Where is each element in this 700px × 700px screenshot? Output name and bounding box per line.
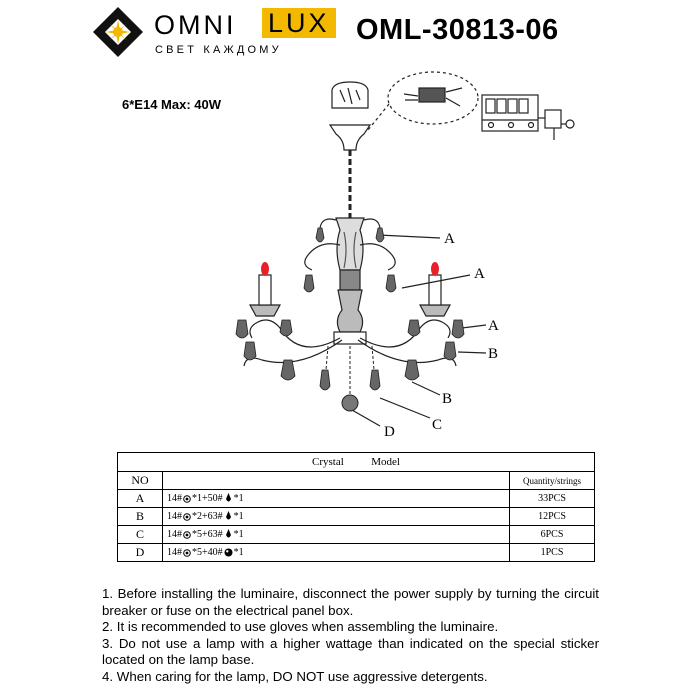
spec-part: *1: [233, 492, 244, 504]
pendant-drop-icon: [224, 493, 233, 504]
row-no: C: [118, 526, 163, 544]
table-row: [118, 544, 595, 562]
header-no: NO: [118, 472, 163, 490]
callout-b-upper: B: [488, 346, 499, 362]
header-quantity: Quantity/strings: [510, 472, 595, 490]
spec-part: *2+63#: [192, 510, 223, 522]
spec-part: *1: [233, 547, 244, 558]
wiring-detail-icon: [404, 88, 462, 106]
table-row: [118, 490, 595, 508]
spec-part: *5+40#: [192, 547, 223, 558]
table-title: [118, 453, 595, 472]
omnilux-logo-icon: [92, 6, 144, 58]
spec-part: *1: [233, 528, 244, 540]
pendant-drop-icon: [224, 511, 233, 522]
model-number: OML-30813-06: [356, 14, 559, 46]
spec-part: 14#: [167, 510, 182, 522]
brand-name-lux: LUX: [262, 8, 336, 38]
note-3: 3. Do not use a lamp with a higher wattage than indicated on the special sticker located on the lamp base.: [102, 635, 599, 667]
safety-notes: [102, 586, 599, 685]
pendant-drop-icon: [224, 529, 233, 540]
crystal-ball-icon: [224, 548, 233, 557]
callout-a-top: A: [444, 231, 455, 247]
row-no: D: [118, 544, 163, 562]
row-spec: [163, 508, 510, 526]
octagon-bead-icon: [183, 549, 191, 557]
row-no: B: [118, 508, 163, 526]
row-spec: [163, 544, 510, 562]
note-2: 2. It is recommended to use gloves when assembling the luminaire.: [102, 619, 499, 634]
octagon-bead-icon: [183, 531, 191, 539]
row-qty: 6PCS: [510, 526, 595, 544]
crystal-ball-icon: [342, 395, 358, 411]
row-qty: 1PCS: [510, 544, 595, 562]
spec-part: *1: [233, 510, 244, 522]
spec-part: 14#: [167, 492, 182, 504]
table-title-row: [118, 453, 595, 472]
row-no: A: [118, 490, 163, 508]
octagon-bead-icon: [183, 513, 191, 521]
spec-part: *1+50#: [192, 492, 223, 504]
brand-tagline: СВЕТ КАЖДОМУ: [155, 44, 282, 56]
row-spec: [163, 526, 510, 544]
callout-c: C: [432, 417, 443, 433]
callout-a-middle: A: [474, 266, 485, 282]
table-header-row: [118, 472, 595, 490]
row-spec: [163, 490, 510, 508]
callout-b-lower: B: [442, 391, 453, 407]
row-qty: 12PCS: [510, 508, 595, 526]
row-qty: 33PCS: [510, 490, 595, 508]
brand-logo: [92, 6, 330, 58]
lamp-spec: 6*E14 Max: 40W: [122, 97, 221, 112]
spec-part: *5+63#: [192, 528, 223, 540]
callout-a-lower: A: [488, 318, 499, 334]
canopy-detail-icon: [340, 88, 360, 104]
spec-part: 14#: [167, 547, 182, 558]
table-title-crystal: Crystal: [311, 456, 344, 468]
table-title-model: Model: [371, 456, 400, 468]
callout-d: D: [384, 424, 395, 440]
terminal-block-icon: [482, 95, 574, 140]
note-1: 1. Before installing the luminaire, disconnect the power supply by turning the circuit breaker or fuse on the electrical panel box.: [102, 586, 599, 618]
table-row: [118, 526, 595, 544]
table-row: [118, 508, 595, 526]
chandelier-drawing: [0, 70, 700, 450]
brand-name-omni: OMNI: [154, 10, 237, 40]
crystal-table: [117, 452, 595, 562]
header-spec: [163, 472, 510, 490]
octagon-bead-icon: [183, 495, 191, 503]
spec-part: 14#: [167, 528, 182, 540]
note-4: 4. When caring for the lamp, DO NOT use aggressive detergents.: [102, 668, 488, 684]
